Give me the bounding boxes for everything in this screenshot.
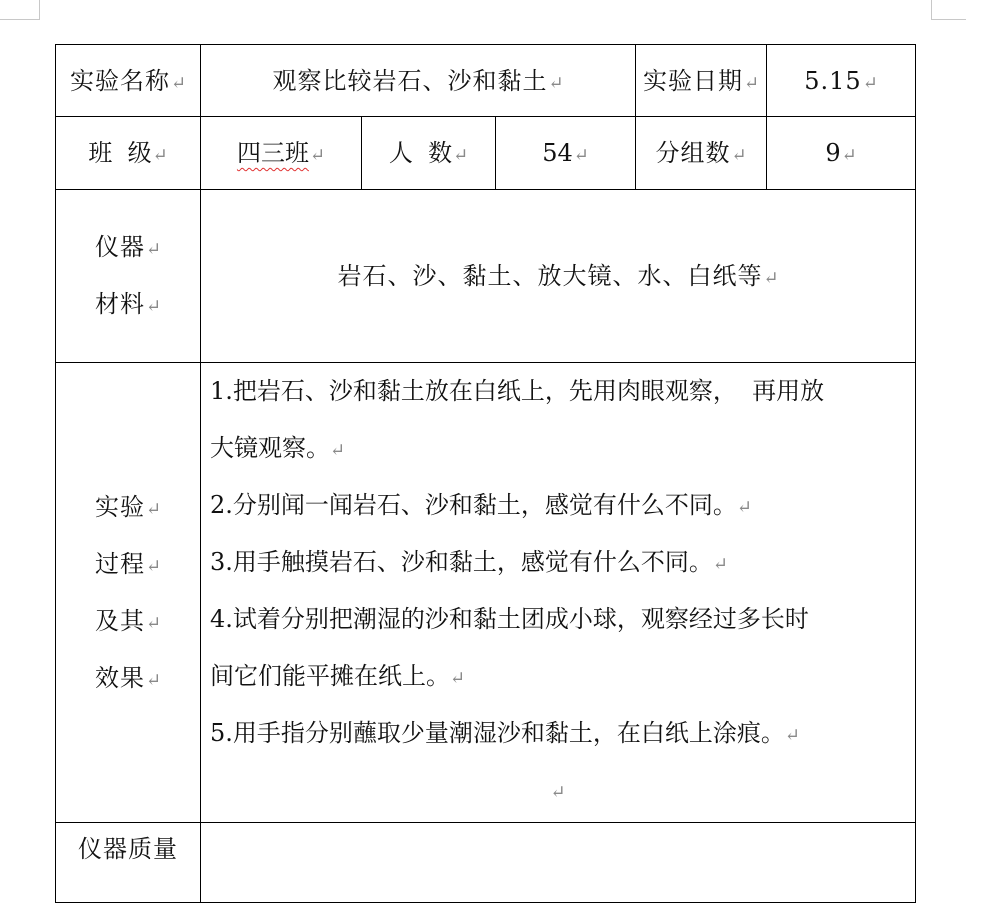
return-mark-icon: ↵ — [145, 239, 162, 260]
procedure-label-line: 实验↵ — [94, 492, 162, 521]
experiment-date-label: 实验日期 — [642, 66, 743, 95]
return-mark-icon: ↵ — [763, 268, 779, 289]
equipment-quality-label: 仪器质量 — [78, 835, 178, 863]
table-row-equipment-quality — [56, 823, 916, 903]
people-value-cell[interactable] — [496, 117, 636, 190]
page-corner-mark-top-left — [0, 0, 40, 20]
groups-value-cell[interactable] — [767, 117, 916, 190]
groups-label-cell[interactable] — [636, 117, 767, 190]
procedure-step-line: 2.分别闻一闻岩石、沙和黏土，感觉有什么不同。↵ — [210, 491, 752, 519]
return-mark-icon: ↵ — [170, 72, 187, 94]
return-mark-icon: ↵ — [841, 145, 857, 166]
return-mark-icon: ↵ — [784, 725, 800, 746]
return-mark-icon: ↵ — [145, 669, 162, 691]
procedure-step-line: 4.试着分别把潮湿的沙和黏土团成小球，观察经过多长时 — [210, 605, 809, 633]
procedure-label-line: 及其↵ — [94, 606, 162, 635]
experiment-date-value-cell[interactable] — [767, 45, 916, 117]
return-mark-icon: ↵ — [145, 612, 162, 634]
experiment-name-label-cell[interactable] — [56, 45, 201, 117]
class-value: 四三班 — [236, 139, 309, 167]
return-mark-icon: ↵ — [736, 497, 752, 518]
materials-value: 岩石、沙、黏土、放大镜、水、白纸等 — [337, 262, 763, 290]
page-corner-mark-top-right — [931, 0, 966, 20]
materials-label-cell[interactable] — [56, 190, 201, 363]
return-mark-icon: ↵ — [145, 296, 162, 317]
procedure-step-line: 3.用手触摸岩石、沙和黏土，感觉有什么不同。↵ — [210, 548, 728, 576]
procedure-content-cell[interactable] — [201, 363, 916, 823]
experiment-name-value-cell[interactable] — [201, 45, 636, 117]
procedure-label-cell[interactable] — [56, 363, 201, 823]
equipment-quality-label-cell[interactable] — [56, 823, 201, 903]
experiment-record-table — [55, 44, 916, 903]
procedure-label-line: 过程↵ — [94, 549, 162, 578]
return-mark-icon: ↵ — [712, 554, 728, 575]
experiment-date-value: 5.15 — [804, 66, 862, 95]
table-row-experiment-name — [56, 45, 916, 117]
equipment-quality-value-cell[interactable] — [201, 823, 916, 903]
class-label-cell[interactable] — [56, 117, 201, 190]
return-mark-icon: ↵ — [152, 145, 168, 166]
procedure-step-line: 1.把岩石、沙和黏土放在白纸上，先用肉眼观察， 再用放 — [210, 377, 825, 405]
experiment-name-label: 实验名称 — [69, 66, 170, 95]
table-row-procedure — [56, 363, 916, 823]
procedure-empty-paragraph — [210, 762, 915, 819]
people-label: 人 数 — [388, 139, 453, 167]
experiment-name-value: 观察比较岩石、沙和黏土 — [272, 66, 548, 95]
class-label: 班 级 — [88, 139, 152, 167]
table-row-materials — [56, 190, 916, 363]
return-mark-icon: ↵ — [573, 145, 589, 166]
procedure-step-line: 5.用手指分别蘸取少量潮湿沙和黏土，在白纸上涂痕。↵ — [210, 719, 800, 747]
people-value: 54 — [542, 139, 573, 167]
return-mark-icon: ↵ — [450, 668, 466, 689]
procedure-step-line: 间它们能平摊在纸上。↵ — [210, 662, 466, 690]
procedure-step-line: 大镜观察。↵ — [210, 434, 346, 462]
return-mark-icon: ↵ — [309, 145, 326, 166]
groups-value: 9 — [825, 139, 841, 167]
people-label-cell[interactable] — [362, 117, 496, 190]
return-mark-icon: ↵ — [548, 72, 564, 94]
table-row-class-info — [56, 117, 916, 190]
return-mark-icon: ↵ — [743, 72, 760, 94]
return-mark-icon: ↵ — [145, 498, 162, 520]
return-mark-icon: ↵ — [145, 555, 162, 577]
return-mark-icon: ↵ — [330, 440, 346, 461]
materials-label-line: 仪器↵ — [94, 233, 162, 261]
return-mark-icon: ↵ — [862, 72, 878, 94]
procedure-label-line: 效果↵ — [94, 663, 162, 692]
return-mark-icon: ↵ — [550, 782, 566, 803]
groups-label: 分组数 — [655, 139, 731, 167]
experiment-date-label-cell[interactable] — [636, 45, 767, 117]
materials-label-line: 材料↵ — [94, 290, 162, 318]
return-mark-icon: ↵ — [453, 145, 469, 166]
return-mark-icon: ↵ — [731, 145, 747, 166]
materials-value-cell[interactable] — [201, 190, 916, 363]
class-value-cell[interactable] — [201, 117, 362, 190]
